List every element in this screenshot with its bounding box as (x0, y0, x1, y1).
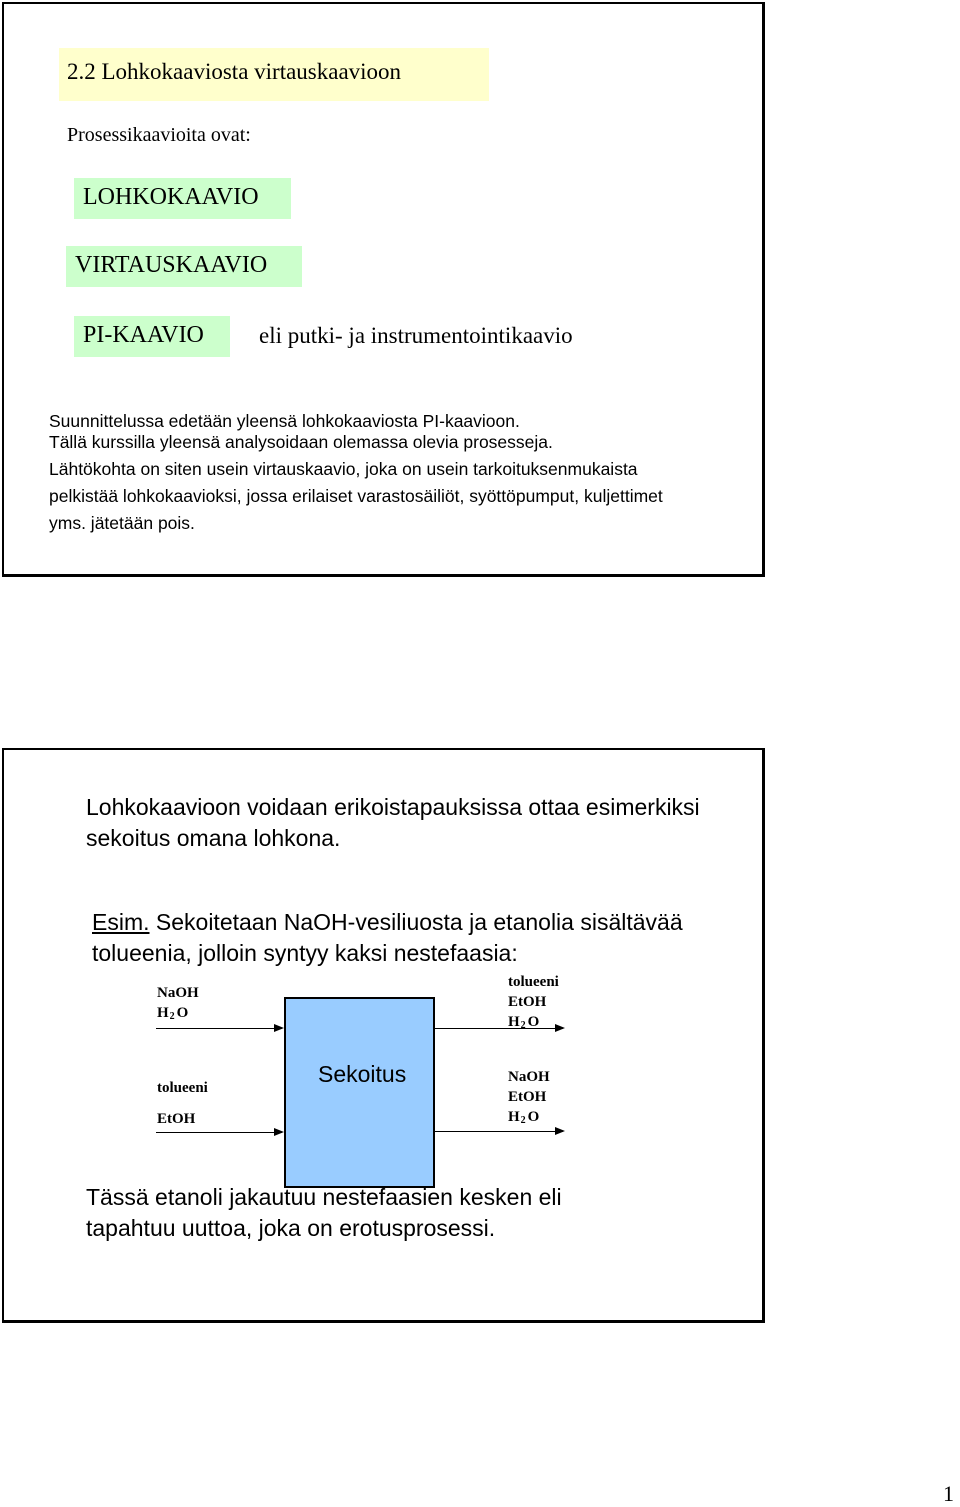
paragraph-line: Tällä kurssilla yleensä analysoidaan olemassa olevia prosesseja. (49, 432, 553, 452)
paragraph-line: yms. jätetään pois. (49, 513, 195, 533)
slide2-intro (86, 792, 700, 854)
pi-kaavio-note: eli putki- ja instrumentointikaavio (259, 323, 573, 348)
example-line-1 (92, 907, 683, 938)
species-etoh: EtOH (508, 994, 547, 1010)
paragraph-line: Suunnittelussa edetään yleensä lohkokaaviosta PI-kaavioon. (49, 411, 520, 431)
species-etoh: EtOH (157, 1111, 196, 1127)
species-tolueeni: tolueeni (157, 1080, 208, 1096)
species-naoh: NaOH (508, 1069, 550, 1085)
conclusion-line: tapahtuu uuttoa, joka on erotusprosessi. (86, 1215, 496, 1241)
slide-2 (2, 748, 765, 1323)
conclusion-line: Tässä etanoli jakautuu nestefaasien kesken eli (86, 1184, 562, 1210)
species-tolueeni: tolueeni (508, 974, 559, 990)
chart-type-lohkokaavio (74, 178, 291, 219)
chart-type-label: VIRTAUSKAAVIO (75, 252, 268, 278)
example-label: Esim. (92, 909, 150, 935)
chart-type-label: PI-KAAVIO (83, 322, 204, 348)
species-etoh: EtOH (508, 1089, 547, 1105)
slide2-conclusion (86, 1182, 562, 1244)
input-stream-1-label (157, 983, 199, 1027)
chart-type-pi-kaavio (74, 316, 230, 357)
slide-title: 2.2 Lohkokaaviosta virtauskaavioon (67, 59, 402, 84)
slide-1 (2, 2, 765, 577)
intro-text: Prosessikaavioita ovat: (67, 124, 251, 146)
page-number: 1 (943, 1481, 954, 1506)
mixing-block (284, 997, 435, 1188)
title-highlight (59, 48, 489, 101)
intro-line: sekoitus omana lohkona. (86, 825, 341, 851)
input-stream-2-label (157, 1080, 208, 1128)
output-stream-2-arrow (435, 1131, 563, 1132)
species-water: $H_2$ O (157, 1005, 189, 1022)
slide2-example (92, 907, 683, 969)
example-text: Sekoitetaan NaOH-vesiliuosta ja etanolia sisältävää (149, 909, 683, 935)
slide1-paragraph (49, 408, 749, 537)
intro-line: Lohkokaavioon voidaan erikoistapauksissa ottaa esimerkiksi (86, 794, 700, 820)
paragraph-line: pelkistää lohkokaavioksi, jossa erilaiset varastosäiliöt, syöttöpumput, kuljettimet (49, 486, 663, 506)
species-water: $H_2$ O (508, 1014, 540, 1031)
mixing-block-label: Sekoitus (318, 1061, 407, 1087)
chart-type-virtauskaavio (66, 246, 302, 287)
paragraph-line: Lähtökohta on siten usein virtauskaavio, joka on usein tarkoituksenmukaista (49, 459, 638, 479)
output-stream-1-label (508, 972, 559, 1036)
output-stream-1-arrow (435, 1028, 563, 1029)
chart-type-label: LOHKOKAAVIO (83, 184, 259, 210)
species-water: $H_2$ O (508, 1109, 540, 1126)
input-stream-2-arrow (156, 1132, 282, 1133)
example-line-2: tolueenia, jolloin syntyy kaksi nestefaasia: (92, 940, 518, 966)
input-stream-1-arrow (156, 1028, 282, 1029)
output-stream-2-label (508, 1067, 550, 1131)
species-naoh: NaOH (157, 985, 199, 1001)
